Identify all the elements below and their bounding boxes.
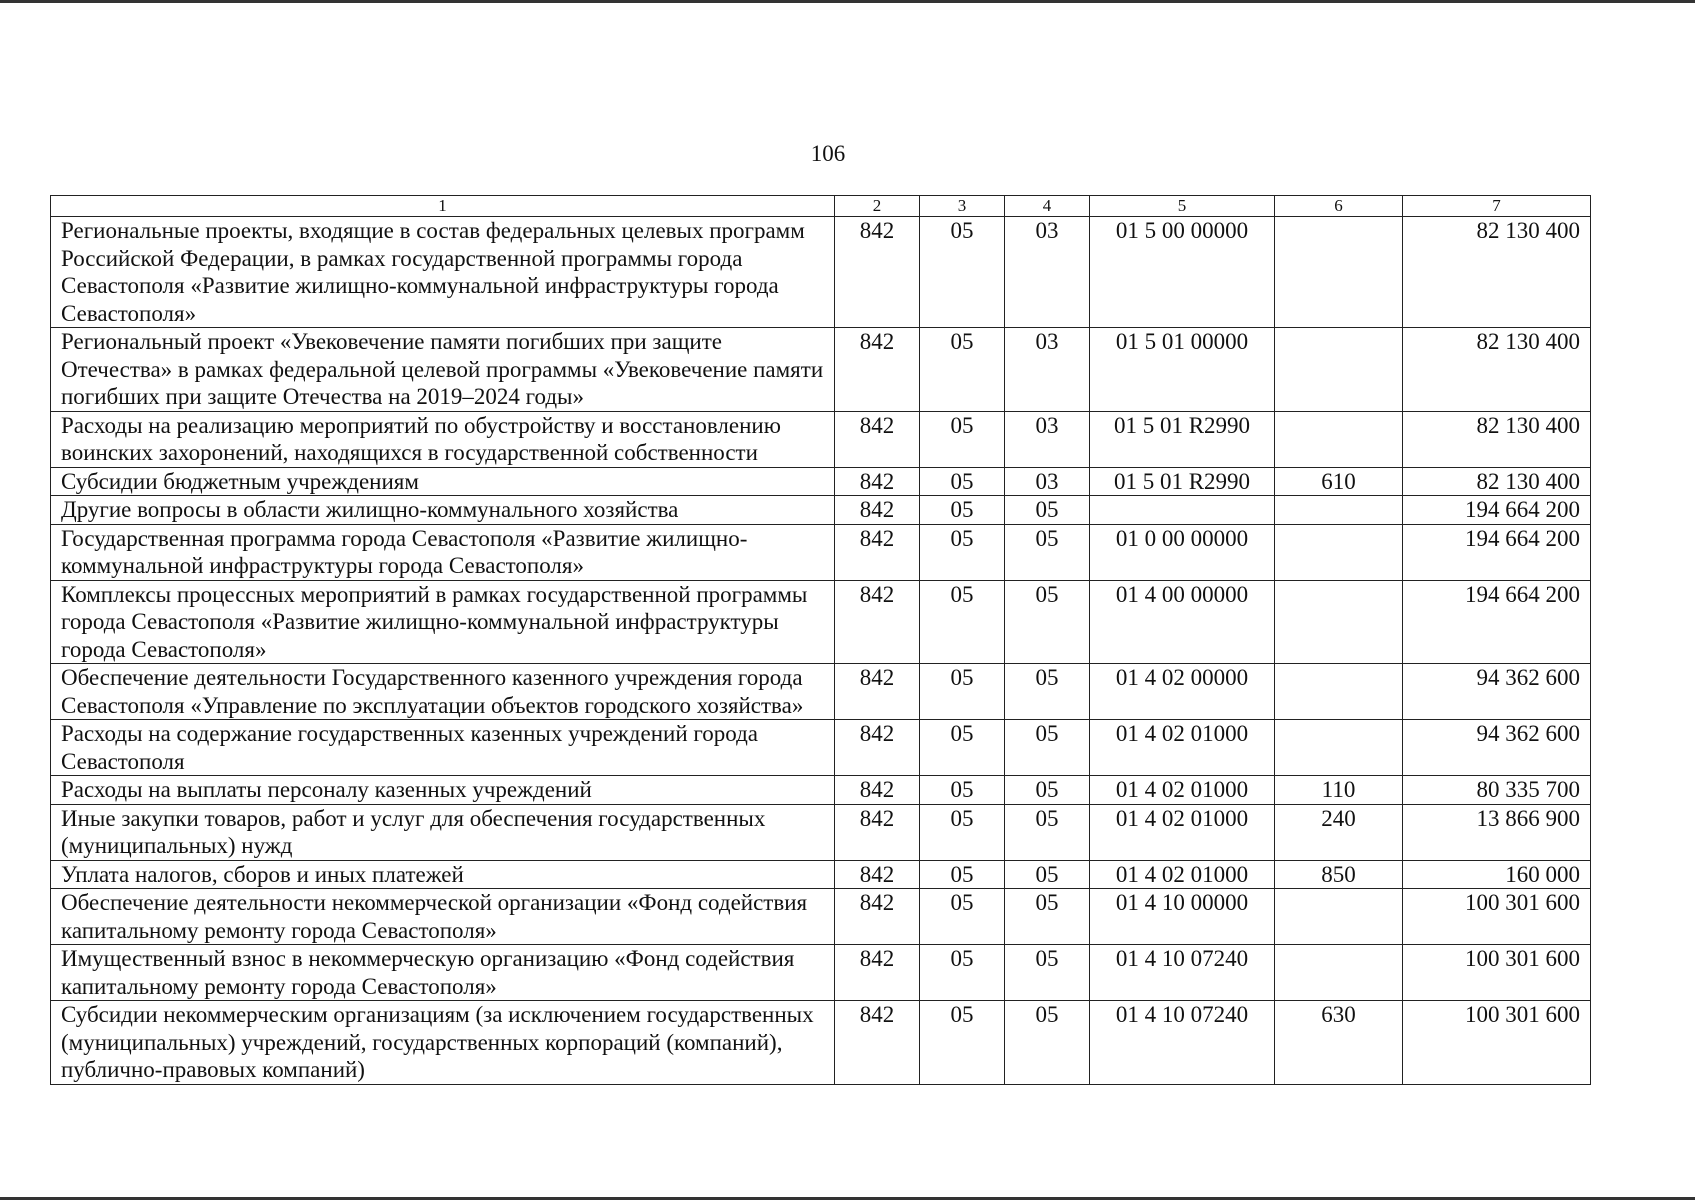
subsection-code-cell: 05 [1005, 524, 1090, 580]
row-name-cell: Государственная программа города Севастополя «Развитие жилищно-коммунальной инфраструктуры города Севастополя» [51, 524, 835, 580]
target-article-cell: 01 4 00 00000 [1090, 580, 1275, 664]
subsection-code-cell: 03 [1005, 411, 1090, 467]
expense-type-cell: 630 [1275, 1001, 1403, 1085]
column-header: 4 [1005, 196, 1090, 217]
subsection-code-cell: 05 [1005, 889, 1090, 945]
amount-cell: 100 301 600 [1403, 945, 1591, 1001]
table-row [51, 860, 1591, 889]
amount-cell: 194 664 200 [1403, 580, 1591, 664]
section-code-cell: 05 [920, 217, 1005, 328]
target-article-cell: 01 4 10 07240 [1090, 1001, 1275, 1085]
table-row [51, 328, 1591, 412]
subsection-code-cell: 05 [1005, 496, 1090, 525]
table-row [51, 467, 1591, 496]
ministry-code-cell: 842 [835, 467, 920, 496]
row-name-cell: Обеспечение деятельности некоммерческой организации «Фонд содействия капитальному ремонту города Севастополя» [51, 889, 835, 945]
subsection-code-cell: 05 [1005, 580, 1090, 664]
target-article-cell: 01 4 10 00000 [1090, 889, 1275, 945]
section-code-cell: 05 [920, 496, 1005, 525]
amount-cell: 82 130 400 [1403, 411, 1591, 467]
row-name-cell: Расходы на реализацию мероприятий по обустройству и восстановлению воинских захоронений, находящихся в государственной собственности [51, 411, 835, 467]
row-name-cell: Региональный проект «Увековечение памяти погибших при защите Отечества» в рамках федеральной целевой программы «Увековечение памяти погибших при защите Отечества на 2019–2024 годы» [51, 328, 835, 412]
table-row [51, 411, 1591, 467]
row-name-cell: Комплексы процессных мероприятий в рамках государственной программы города Севастополя «Развитие жилищно-коммунальной инфраструктуры города Севастополя» [51, 580, 835, 664]
table-row [51, 524, 1591, 580]
row-name-cell: Расходы на содержание государственных казенных учреждений города Севастополя [51, 720, 835, 776]
ministry-code-cell: 842 [835, 776, 920, 805]
column-header: 2 [835, 196, 920, 217]
row-name-cell: Субсидии некоммерческим организациям (за исключением государственных (муниципальных) учреждений, государственных корпораций (компаний), публично-правовых компаний) [51, 1001, 835, 1085]
ministry-code-cell: 842 [835, 217, 920, 328]
section-code-cell: 05 [920, 1001, 1005, 1085]
subsection-code-cell: 03 [1005, 217, 1090, 328]
budget-table [50, 195, 1591, 1085]
subsection-code-cell: 05 [1005, 804, 1090, 860]
target-article-cell: 01 4 02 01000 [1090, 804, 1275, 860]
ministry-code-cell: 842 [835, 860, 920, 889]
target-article-cell: 01 5 01 R2990 [1090, 411, 1275, 467]
subsection-code-cell: 05 [1005, 1001, 1090, 1085]
ministry-code-cell: 842 [835, 945, 920, 1001]
subsection-code-cell: 03 [1005, 328, 1090, 412]
section-code-cell: 05 [920, 804, 1005, 860]
target-article-cell: 01 4 10 07240 [1090, 945, 1275, 1001]
amount-cell: 82 130 400 [1403, 217, 1591, 328]
target-article-cell: 01 0 00 00000 [1090, 524, 1275, 580]
amount-cell: 100 301 600 [1403, 1001, 1591, 1085]
ministry-code-cell: 842 [835, 889, 920, 945]
ministry-code-cell: 842 [835, 664, 920, 720]
expense-type-cell [1275, 217, 1403, 328]
section-code-cell: 05 [920, 720, 1005, 776]
target-article-cell: 01 4 02 01000 [1090, 860, 1275, 889]
row-name-cell: Другие вопросы в области жилищно-коммунального хозяйства [51, 496, 835, 525]
table-header-row [51, 196, 1591, 217]
table-row [51, 664, 1591, 720]
target-article-cell: 01 5 01 00000 [1090, 328, 1275, 412]
expense-type-cell: 240 [1275, 804, 1403, 860]
section-code-cell: 05 [920, 776, 1005, 805]
amount-cell: 100 301 600 [1403, 889, 1591, 945]
column-header: 1 [51, 196, 835, 217]
subsection-code-cell: 05 [1005, 664, 1090, 720]
section-code-cell: 05 [920, 860, 1005, 889]
row-name-cell: Субсидии бюджетным учреждениям [51, 467, 835, 496]
scan-top-edge [0, 0, 1695, 3]
ministry-code-cell: 842 [835, 580, 920, 664]
table-row [51, 945, 1591, 1001]
table-body [51, 217, 1591, 1085]
target-article-cell: 01 4 02 01000 [1090, 776, 1275, 805]
target-article-cell: 01 5 01 R2990 [1090, 467, 1275, 496]
table-row [51, 720, 1591, 776]
ministry-code-cell: 842 [835, 804, 920, 860]
row-name-cell: Расходы на выплаты персоналу казенных учреждений [51, 776, 835, 805]
section-code-cell: 05 [920, 411, 1005, 467]
section-code-cell: 05 [920, 889, 1005, 945]
expense-type-cell [1275, 945, 1403, 1001]
ministry-code-cell: 842 [835, 524, 920, 580]
section-code-cell: 05 [920, 580, 1005, 664]
amount-cell: 194 664 200 [1403, 496, 1591, 525]
subsection-code-cell: 03 [1005, 467, 1090, 496]
amount-cell: 82 130 400 [1403, 328, 1591, 412]
row-name-cell: Иные закупки товаров, работ и услуг для обеспечения государственных (муниципальных) нужд [51, 804, 835, 860]
section-code-cell: 05 [920, 467, 1005, 496]
ministry-code-cell: 842 [835, 720, 920, 776]
amount-cell: 13 866 900 [1403, 804, 1591, 860]
target-article-cell [1090, 496, 1275, 525]
ministry-code-cell: 842 [835, 328, 920, 412]
amount-cell: 94 362 600 [1403, 720, 1591, 776]
subsection-code-cell: 05 [1005, 776, 1090, 805]
row-name-cell: Уплата налогов, сборов и иных платежей [51, 860, 835, 889]
table-row [51, 1001, 1591, 1085]
expense-type-cell [1275, 328, 1403, 412]
column-header: 6 [1275, 196, 1403, 217]
expense-type-cell [1275, 720, 1403, 776]
table-row [51, 889, 1591, 945]
section-code-cell: 05 [920, 945, 1005, 1001]
column-header: 3 [920, 196, 1005, 217]
row-name-cell: Региональные проекты, входящие в состав федеральных целевых программ Российской Федерации, в рамках государственной программы города Севастополя «Развитие жилищно-коммунальной инфраструктуры города Севастополя» [51, 217, 835, 328]
section-code-cell: 05 [920, 524, 1005, 580]
subsection-code-cell: 05 [1005, 860, 1090, 889]
table-row [51, 776, 1591, 805]
target-article-cell: 01 4 02 00000 [1090, 664, 1275, 720]
table-row [51, 217, 1591, 328]
expense-type-cell: 850 [1275, 860, 1403, 889]
amount-cell: 194 664 200 [1403, 524, 1591, 580]
ministry-code-cell: 842 [835, 411, 920, 467]
ministry-code-cell: 842 [835, 496, 920, 525]
expense-type-cell [1275, 889, 1403, 945]
row-name-cell: Имущественный взнос в некоммерческую организацию «Фонд содействия капитальному ремонту города Севастополя» [51, 945, 835, 1001]
section-code-cell: 05 [920, 328, 1005, 412]
ministry-code-cell: 842 [835, 1001, 920, 1085]
expense-type-cell [1275, 664, 1403, 720]
expense-type-cell [1275, 524, 1403, 580]
column-header: 5 [1090, 196, 1275, 217]
table-row [51, 496, 1591, 525]
amount-cell: 80 335 700 [1403, 776, 1591, 805]
row-name-cell: Обеспечение деятельности Государственного казенного учреждения города Севастополя «Управление по эксплуатации объектов городского хозяйства» [51, 664, 835, 720]
amount-cell: 82 130 400 [1403, 467, 1591, 496]
table-row [51, 580, 1591, 664]
target-article-cell: 01 4 02 01000 [1090, 720, 1275, 776]
target-article-cell: 01 5 00 00000 [1090, 217, 1275, 328]
subsection-code-cell: 05 [1005, 720, 1090, 776]
table-row [51, 804, 1591, 860]
expense-type-cell: 110 [1275, 776, 1403, 805]
page-number: 106 [810, 141, 846, 166]
expense-type-cell [1275, 496, 1403, 525]
column-header: 7 [1403, 196, 1591, 217]
amount-cell: 94 362 600 [1403, 664, 1591, 720]
expense-type-cell [1275, 411, 1403, 467]
expense-type-cell: 610 [1275, 467, 1403, 496]
subsection-code-cell: 05 [1005, 945, 1090, 1001]
expense-type-cell [1275, 580, 1403, 664]
amount-cell: 160 000 [1403, 860, 1591, 889]
section-code-cell: 05 [920, 664, 1005, 720]
